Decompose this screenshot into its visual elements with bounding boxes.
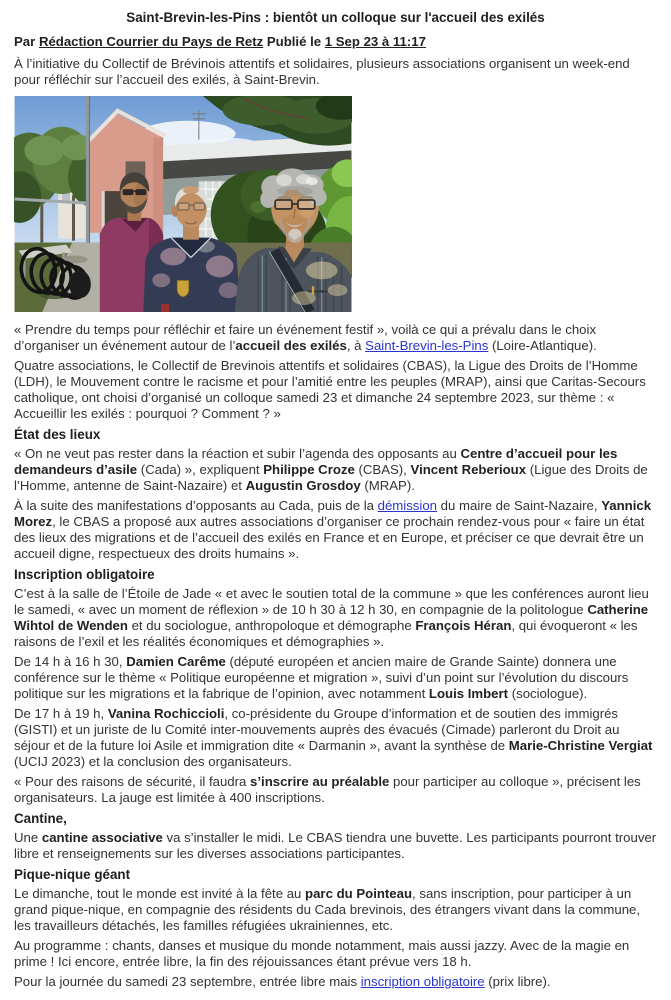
bold-text: Yannick Morez <box>14 498 652 529</box>
plain-text: Le dimanche, tout le monde est invité à la fête au <box>14 886 306 901</box>
bold-text: Catherine Wihtol de Wenden <box>14 602 649 633</box>
plain-text: va s’installer le midi. Le CBAS tiendra une buvette. Les participants pourront trouver libre et renseignements sur les diverses associations participantes. <box>14 830 657 861</box>
demission-link[interactable]: démission <box>377 498 437 513</box>
plain-text: (MRAP). <box>360 478 415 493</box>
plain-text: « Prendre du temps pour réfléchir et faire un événement festif », voilà ce qui a prévalu dans le choix d’organiser un événement autour de l’ <box>14 322 597 353</box>
plain-text: (UCIJ 2023) et la conclusion des organisateurs. <box>14 754 292 769</box>
bold-text: François Héran <box>415 618 512 633</box>
plain-text: Une <box>14 830 42 845</box>
plain-text: (Cada) », expliquent <box>137 462 264 477</box>
byline <box>14 34 657 50</box>
article-paragraph <box>14 938 657 970</box>
article-intro: À l’initiative du Collectif de Brévinois attentifs et solidaires, plusieurs associations organisent un week-end pour réfléchir sur l’accueil des exilés, à Saint-Brevin. <box>14 56 630 87</box>
article-body <box>14 322 657 990</box>
byline-prefix: Par <box>14 34 39 49</box>
bold-text: Philippe Croze <box>263 462 355 477</box>
section-heading: État des lieux <box>14 427 101 442</box>
photo-three-men <box>14 96 352 312</box>
article-paragraph <box>14 706 657 770</box>
article-paragraph <box>14 974 657 990</box>
saint-brevin-link[interactable]: Saint-Brevin-les-Pins <box>365 338 489 353</box>
bold-text: s’inscrire au préalable <box>250 774 390 789</box>
article-paragraph <box>14 358 657 422</box>
section-heading: Pique-nique géant <box>14 867 131 882</box>
article-paragraph <box>14 498 657 562</box>
bold-text: Louis Imbert <box>428 686 509 701</box>
plain-text: Au programme : chants, danses et musique du monde notamment, mais aussi jazzy. Avec de la magie en prime ! Ici encore, entrée libre, la fin des réjouissances étant prévue vers 18 h. <box>14 938 630 969</box>
article-paragraph <box>14 886 657 934</box>
article-photo <box>14 96 657 312</box>
bold-text: cantine associative <box>41 830 163 845</box>
article-paragraph <box>14 774 657 806</box>
plain-text: À la suite des manifestations d’opposants au Cada, puis de la <box>14 498 378 513</box>
inscription-link[interactable]: inscription obligatoire <box>360 974 485 989</box>
article-paragraph <box>14 586 657 650</box>
bold-text: Vincent Reberioux <box>410 462 527 477</box>
plain-text: « On ne veut pas rester dans la réaction et subir l’agenda des opposants au <box>14 446 461 461</box>
plain-text: , le CBAS a proposé aux autres associations d’organiser ce prochain rendez-vous pour « faire un état des lieux des migrations et de l’accueil des exilés en France et en Europe, et préciser ce que devrait être un accueil digne, respectueux des droits humains ». <box>14 514 645 561</box>
photo-salmon-building <box>88 111 165 233</box>
photo-red-object <box>161 304 169 312</box>
plain-text: (Loire-Atlantique). <box>488 338 597 353</box>
plain-text: De 14 h à 16 h 30, <box>14 654 127 669</box>
byline-date-link[interactable]: 1 Sep 23 à 11:17 <box>324 34 426 49</box>
plain-text: (sociologue). <box>508 686 588 701</box>
bold-text: Marie-Christine Vergiat <box>508 738 653 753</box>
bold-text: Augustin Grosdoy <box>245 478 361 493</box>
plain-text: du maire de Saint-Nazaire, <box>437 498 602 513</box>
article-paragraph <box>14 446 657 494</box>
bold-text: Damien Carême <box>126 654 226 669</box>
byline-author-link[interactable]: Rédaction Courrier du Pays de Retz <box>38 34 264 49</box>
plain-text: (Ligue des Droits de l’Homme, antenne de Saint-Nazaire) et <box>14 462 648 493</box>
bold-text: accueil des exilés <box>235 338 347 353</box>
plain-text: De 17 h à 19 h, <box>14 706 108 721</box>
plain-text: (CBAS), <box>354 462 411 477</box>
plain-text: , co-présidente du Groupe d’information et de soutien des immigrés (GISTI) et un juriste de lu Comité inter-mouvements auprès des évacués (Cimade) parleront du Droit au séjour et de la future loi Asile et immigration dite « Darmanin », avant la synthèse de <box>14 706 620 753</box>
section-heading: Inscription obligatoire <box>14 567 155 582</box>
plain-text: , qui évoqueront « les raisons de l’exil et les réalités économiques et démographies ». <box>14 618 638 649</box>
article-paragraph <box>14 322 657 354</box>
article-paragraph <box>14 830 657 862</box>
bold-text: Centre d’accueil pour les demandeurs d’asile <box>14 446 618 477</box>
plain-text: C’est à la salle de l’Étoile de Jade « et avec le soutien total de la commune » que les conférences auront lieu le samedi, « avec un moment de réflexion » de 10 h 30 à 12 h 30, en compagnie de la politologue <box>14 586 649 617</box>
plain-text: Quatre associations, le Collectif de Brevinois attentifs et solidaires (CBAS), la Ligue des Droits de l’Homme (LDH), le Mouvement contre le racisme et pour l’amitié entre les peuples (MRAP), ainsi que Caritas-Secours catholique, ont choisi d’organisé un colloque samedi 23 et dimanche 24 septembre 2023, sur thème : « Accueillir les exilés : pourquoi ? Comment ? » <box>14 358 646 421</box>
section-heading: Cantine, <box>14 811 67 826</box>
plain-text: , à <box>346 338 366 353</box>
byline-published-label: Publié le <box>263 34 325 49</box>
bold-text: Vanina Rochiccioli <box>107 706 225 721</box>
plain-text: (prix libre). <box>484 974 551 989</box>
article-paragraph <box>14 654 657 702</box>
article-title: Saint-Brevin-les-Pins : bientôt un colloque sur l'accueil des exilés <box>126 10 545 25</box>
bold-text: parc du Pointeau <box>305 886 413 901</box>
plain-text: « Pour des raisons de sécurité, il faudra <box>14 774 251 789</box>
plain-text: (député européen et ancien maire de Grande Sainte) donnera une conférence sur le thème « Politique européenne et migration », suivi d’un point sur l’évolution du discours politique sur les migrations et la fabrique de l’opinion, avec notamment <box>14 654 629 701</box>
plain-text: , sans inscription, pour participer à un grand pique-nique, en compagnie des résidents du Cada brevinois, des étrangers vivant dans la commune, les travailleurs détachés, les familles réfugiées ukrainiennes, etc. <box>14 886 641 933</box>
plain-text: et du sociologue, anthropoloque et démographe <box>127 618 416 633</box>
plain-text: Pour la journée du samedi 23 septembre, entrée libre mais <box>14 974 361 989</box>
plain-text: pour participer au colloque », précisent les organisateurs. La jauge est limitée à 400 inscriptions. <box>14 774 641 805</box>
